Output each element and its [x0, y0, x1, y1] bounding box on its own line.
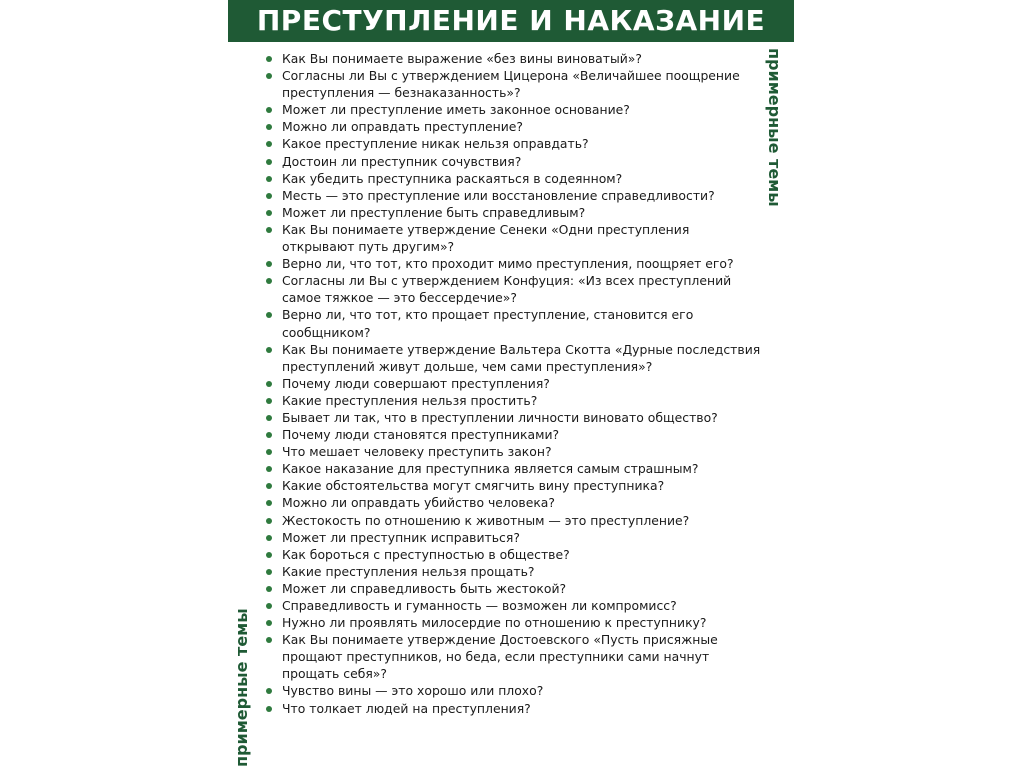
topic-text: Верно ли, что тот, кто проходит мимо преступления, поощряет его? [282, 256, 734, 272]
list-item [262, 153, 762, 170]
list-item [262, 101, 762, 118]
list-item [262, 443, 762, 460]
topic-text: Жестокость по отношению к животным — это преступление? [282, 512, 690, 528]
bullet-icon [266, 449, 272, 455]
bullet-icon [266, 620, 272, 626]
bullet-icon [266, 432, 272, 438]
topic-text: Верно ли, что тот, кто прощает преступление, становится его сообщником? [282, 307, 694, 340]
bullet-icon [266, 261, 272, 267]
list-item [262, 682, 762, 699]
list-item [262, 392, 762, 409]
bullet-icon [266, 500, 272, 506]
list-item [262, 50, 762, 67]
topic-text: Как Вы понимаете утверждение Вальтера Скотта «Дурные последствия преступлений живут дольше, чем сами преступления»? [282, 341, 761, 374]
topic-text: Может ли справедливость быть жестокой? [282, 580, 567, 596]
list-item [262, 255, 762, 272]
list-item [262, 170, 762, 187]
topic-text: Какие преступления нельзя прощать? [282, 563, 535, 579]
bullet-icon [266, 706, 272, 712]
topic-text: Какие преступления нельзя простить? [282, 392, 538, 408]
bullet-icon [266, 586, 272, 592]
bullet-icon [266, 535, 272, 541]
list-item [262, 341, 762, 375]
topic-text: Можно ли оправдать преступление? [282, 119, 523, 135]
list-item [262, 460, 762, 477]
bullet-icon [266, 466, 272, 472]
list-item [262, 631, 762, 682]
topic-text: Как Вы понимаете утверждение Сенеки «Одни преступления открывают путь другим»? [282, 221, 690, 255]
list-item [262, 563, 762, 580]
list-item [262, 614, 762, 631]
list-item [262, 204, 762, 221]
topic-text: Что мешает человеку преступить закон? [282, 444, 552, 460]
bullet-icon [266, 227, 272, 233]
topic-text: Как Вы понимаете утверждение Достоевского «Пусть присяжные прощают преступников, но беда, если преступники сами начнут прощать себя»? [282, 632, 718, 682]
bullet-icon [266, 552, 272, 558]
list-item [262, 597, 762, 614]
topics-list [262, 50, 762, 717]
topic-text: Достоин ли преступник сочувствия? [282, 153, 522, 169]
list-item [262, 494, 762, 511]
topic-text: Месть — это преступление или восстановление справедливости? [282, 187, 715, 203]
list-item [262, 477, 762, 494]
bullet-icon [266, 569, 272, 575]
topic-text: Какие обстоятельства могут смягчить вину преступника? [282, 478, 665, 494]
side-label-left: примерные темы [232, 608, 251, 767]
topic-text: Справедливость и гуманность — возможен ли компромисс? [282, 598, 677, 613]
list-item [262, 118, 762, 135]
bullet-icon [266, 141, 272, 147]
topic-text: Может ли преступление быть справедливым? [282, 204, 586, 220]
list-item [262, 306, 762, 340]
bullet-icon [266, 107, 272, 113]
topic-text: Чувство вины — это хорошо или плохо? [282, 683, 544, 699]
page-title: ПРЕСТУПЛЕНИЕ И НАКАЗАНИЕ [228, 0, 794, 42]
bullet-icon [266, 312, 272, 318]
list-item [262, 426, 762, 443]
bullet-icon [266, 278, 272, 284]
list-item [262, 187, 762, 204]
topic-text: Согласны ли Вы с утверждением Цицерона «Величайшее поощрение преступления — безнаказанность»? [282, 68, 740, 101]
topic-text: Почему люди становятся преступниками? [282, 427, 560, 443]
bullet-icon [266, 603, 272, 609]
list-item [262, 375, 762, 392]
topic-text: Какое преступление никак нельзя оправдать? [282, 136, 589, 152]
topic-text: Почему люди совершают преступления? [282, 375, 550, 391]
topic-text: Как бороться с преступностью в обществе? [282, 546, 570, 562]
list-item [262, 67, 762, 101]
bullet-icon [266, 159, 272, 165]
topic-text: Как убедить преступника раскаяться в содеянном? [282, 170, 623, 186]
bullet-icon [266, 210, 272, 216]
topic-text: Как Вы понимаете выражение «без вины виноватый»? [282, 51, 642, 66]
bullet-icon [266, 193, 272, 199]
topic-text: Какое наказание для преступника является самым страшным? [282, 461, 699, 477]
list-item [262, 221, 762, 255]
topic-text: Можно ли оправдать убийство человека? [282, 495, 555, 511]
list-item [262, 409, 762, 426]
topic-text: Нужно ли проявлять милосердие по отношению к преступнику? [282, 615, 707, 631]
side-label-right: примерные темы [765, 48, 784, 207]
topic-text: Согласны ли Вы с утверждением Конфуция: «Из всех преступлений самое тяжкое — это бессердечие»? [282, 273, 732, 306]
bullet-icon [266, 176, 272, 182]
list-item [262, 272, 762, 306]
topic-text: Может ли преступник исправиться? [282, 529, 520, 545]
list-item [262, 546, 762, 563]
bullet-icon [266, 398, 272, 404]
list-item [262, 700, 762, 717]
bullet-icon [266, 381, 272, 387]
bullet-icon [266, 124, 272, 130]
topic-text: Бывает ли так, что в преступлении личности виновато общество? [282, 409, 718, 425]
list-item [262, 580, 762, 597]
list-item [262, 529, 762, 546]
list-item [262, 512, 762, 529]
bullet-icon [266, 415, 272, 421]
bullet-icon [266, 518, 272, 524]
topic-text: Может ли преступление иметь законное основание? [282, 102, 630, 118]
bullet-icon [266, 73, 272, 79]
bullet-icon [266, 637, 272, 643]
bullet-icon [266, 483, 272, 489]
document-page [228, 0, 794, 767]
bullet-icon [266, 347, 272, 353]
bullet-icon [266, 56, 272, 62]
topic-text: Что толкает людей на преступления? [282, 700, 531, 716]
list-item [262, 135, 762, 152]
bullet-icon [266, 688, 272, 694]
